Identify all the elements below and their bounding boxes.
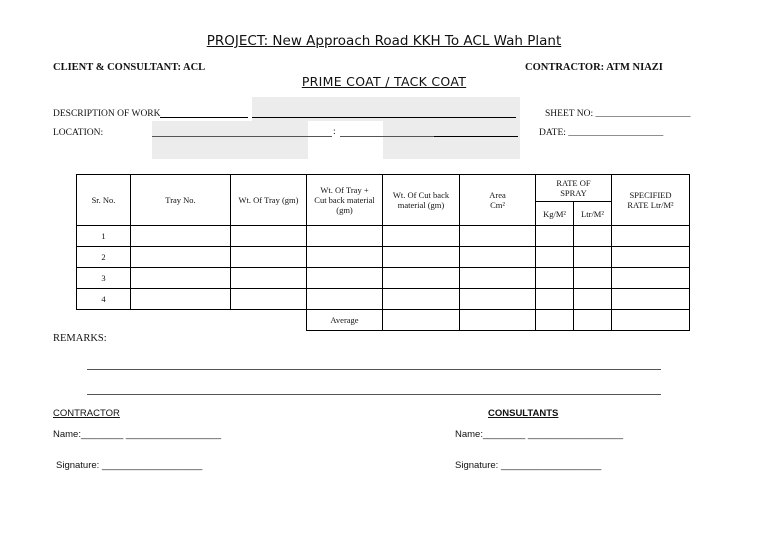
cell-input[interactable] [612, 226, 690, 247]
row-number: 3 [77, 268, 131, 289]
header-wt-cutback-line-2: material (gm) [397, 200, 445, 210]
sheet-no-field[interactable]: SHEET NO: ____________________ [545, 109, 691, 119]
client-consultant: CLIENT & CONSULTANT: ACL [53, 62, 206, 73]
cell-input[interactable] [383, 247, 460, 268]
header-wt-cutback-line-1: Wt. Of Cut back [392, 190, 450, 200]
cell-input[interactable] [131, 247, 231, 268]
header-wt-tray-cutback-line-2: Cut back material [314, 195, 375, 205]
average-input[interactable] [612, 310, 690, 331]
header-wt-tray: Wt. Of Tray (gm) [231, 175, 307, 226]
average-spacer [77, 310, 307, 331]
consultants-signature-field[interactable]: Signature: ___________________ [455, 460, 602, 471]
cell-input[interactable] [536, 247, 574, 268]
average-input[interactable] [574, 310, 612, 331]
consultants-section-title: CONSULTANTS [488, 408, 559, 419]
cell-input[interactable] [383, 268, 460, 289]
location-line-3 [434, 136, 518, 137]
row-number: 4 [77, 289, 131, 310]
form-subtitle: PRIME COAT / TACK COAT [301, 74, 467, 89]
header-rate-line-1: RATE OF [556, 178, 591, 188]
location-label: LOCATION: [53, 128, 104, 138]
row-number: 2 [77, 247, 131, 268]
cell-input[interactable] [231, 226, 307, 247]
location-colon: : [333, 127, 336, 137]
cell-input[interactable] [131, 226, 231, 247]
cell-input[interactable] [307, 226, 383, 247]
header-area-line-2: Cm² [490, 200, 505, 210]
location-line-2 [340, 136, 434, 137]
cell-input[interactable] [574, 226, 612, 247]
cell-input[interactable] [383, 289, 460, 310]
cell-input[interactable] [574, 268, 612, 289]
row-number: 1 [77, 226, 131, 247]
consultants-name-field[interactable]: Name:________ __________________ [455, 429, 623, 440]
cell-input[interactable] [536, 226, 574, 247]
remarks-line-2[interactable] [87, 394, 661, 395]
table-row [77, 247, 690, 268]
cell-input[interactable] [460, 268, 536, 289]
header-specified-line-2: RATE Ltr/M² [627, 200, 674, 210]
contractor-name-field[interactable]: Name:________ __________________ [53, 429, 221, 440]
cell-input[interactable] [307, 289, 383, 310]
test-table [76, 174, 690, 331]
average-row [77, 310, 690, 331]
cell-input[interactable] [612, 268, 690, 289]
header-rate-line-2: SPRAY [560, 188, 587, 198]
cell-input[interactable] [231, 268, 307, 289]
location-field[interactable] [152, 136, 332, 137]
average-label: Average [307, 310, 383, 331]
cell-input[interactable] [460, 247, 536, 268]
cell-input[interactable] [231, 289, 307, 310]
cell-input[interactable] [574, 247, 612, 268]
header-wt-cutback [383, 175, 460, 226]
average-input[interactable] [536, 310, 574, 331]
header-rate-kg: Kg/M² [536, 202, 574, 226]
description-field[interactable] [252, 117, 516, 118]
table-row [77, 289, 690, 310]
header-area [460, 175, 536, 226]
header-wt-tray-cutback-line-1: Wt. Of Tray + [320, 185, 369, 195]
cell-input[interactable] [460, 289, 536, 310]
cell-input[interactable] [307, 268, 383, 289]
contractor-section-title: CONTRACTOR [53, 408, 120, 419]
cell-input[interactable] [307, 247, 383, 268]
header-rate-ltr: Ltr/M² [574, 202, 612, 226]
header-rate-of-spray [536, 175, 612, 202]
remarks-label: REMARKS: [53, 333, 107, 344]
description-line-1 [160, 117, 248, 118]
cell-input[interactable] [612, 289, 690, 310]
header-wt-tray-cutback [307, 175, 383, 226]
description-label: DESCRIPTION OF WORK [53, 109, 161, 119]
location-shade-left [152, 121, 308, 159]
cell-input[interactable] [574, 289, 612, 310]
remarks-line-1[interactable] [87, 369, 661, 370]
header-specified-line-1: SPECIFIED [629, 190, 672, 200]
contractor-header: CONTRACTOR: ATM NIAZI [525, 62, 663, 73]
cell-input[interactable] [536, 289, 574, 310]
header-sr-no: Sr. No. [77, 175, 131, 226]
location-shade-right [383, 121, 520, 159]
cell-input[interactable] [536, 268, 574, 289]
header-tray-no: Tray No. [131, 175, 231, 226]
header-wt-tray-cutback-line-3: (gm) [336, 205, 353, 215]
table-row [77, 226, 690, 247]
header-specified-rate [612, 175, 690, 226]
average-input[interactable] [460, 310, 536, 331]
cell-input[interactable] [231, 247, 307, 268]
cell-input[interactable] [460, 226, 536, 247]
cell-input[interactable] [612, 247, 690, 268]
cell-input[interactable] [131, 268, 231, 289]
date-field[interactable]: DATE: ____________________ [539, 128, 664, 138]
table-row [77, 268, 690, 289]
average-input[interactable] [383, 310, 460, 331]
contractor-signature-field[interactable]: Signature: ___________________ [56, 460, 203, 471]
cell-input[interactable] [383, 226, 460, 247]
header-area-line-1: Area [489, 190, 506, 200]
page-title: PROJECT: New Approach Road KKH To ACL Wah Plant [206, 33, 562, 49]
cell-input[interactable] [131, 289, 231, 310]
